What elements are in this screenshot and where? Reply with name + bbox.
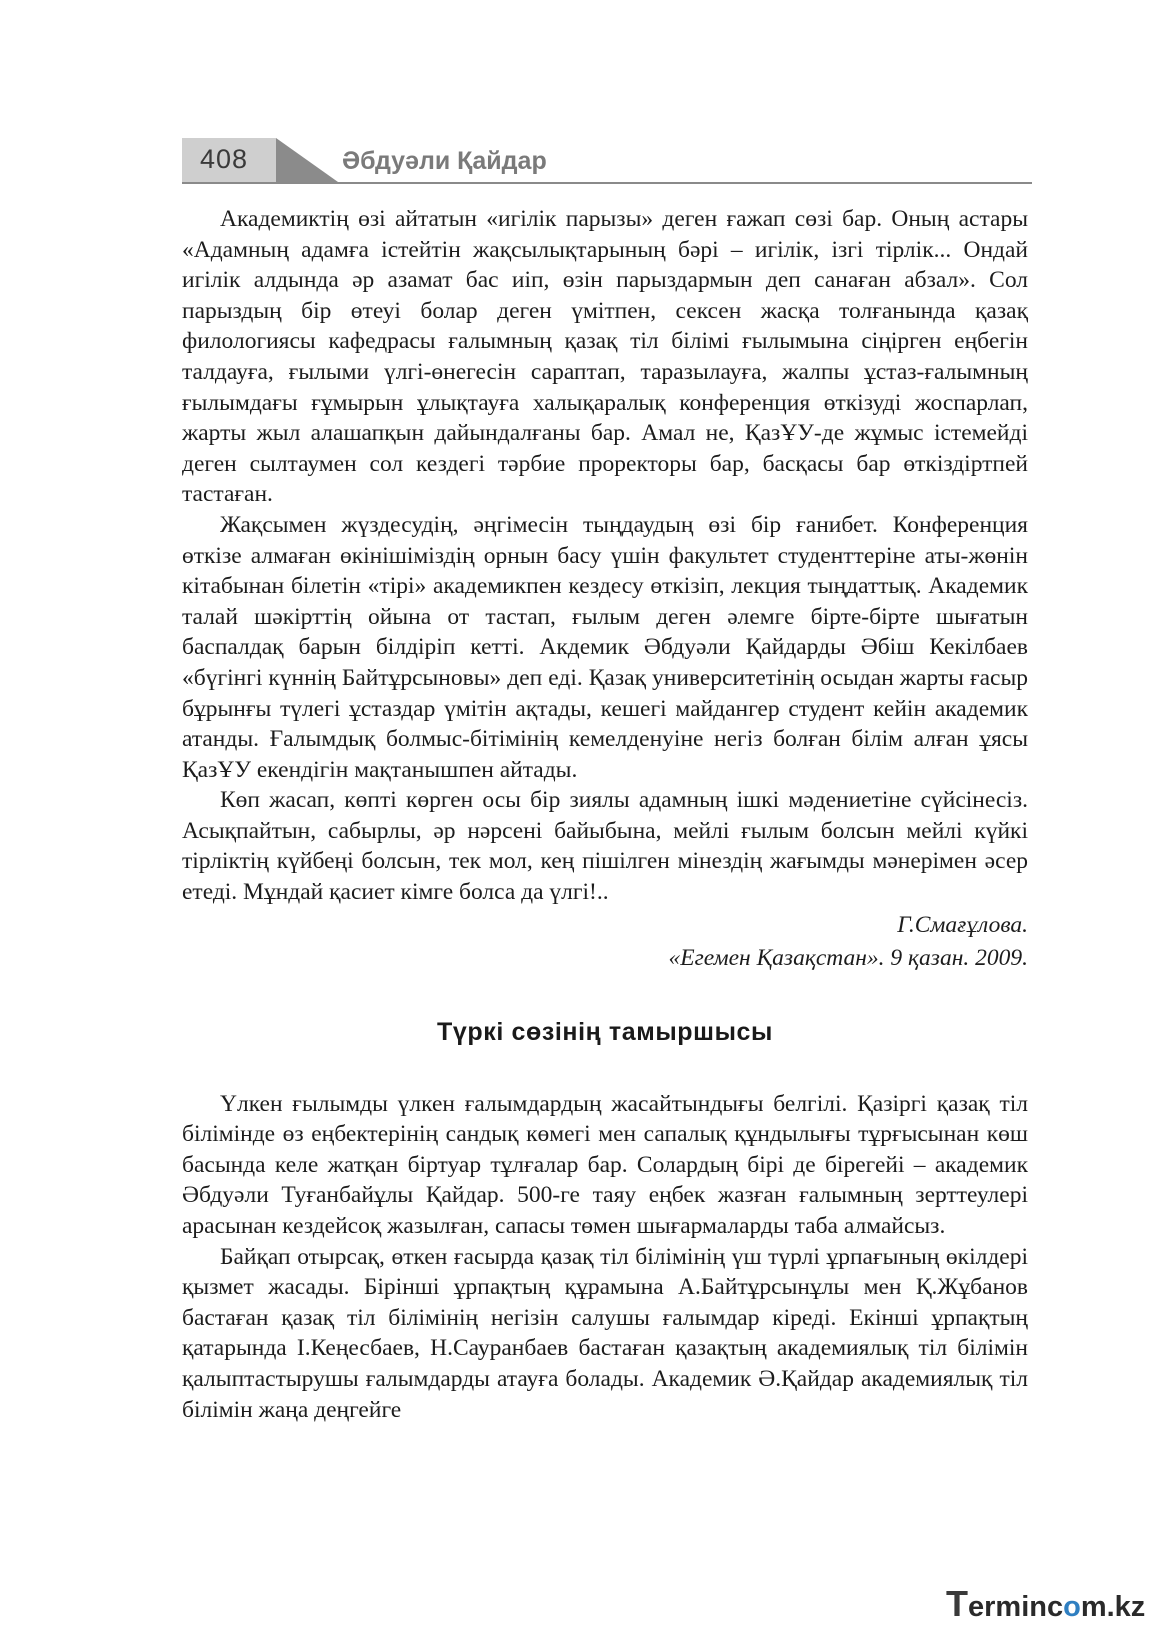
article1-paragraph: Көп жасап, көпті көрген осы бір зиялы адамның ішкі мәдениетіне сүйсінесіз. Асықпайтын, сабырлы, әр нәрсені байыбына, мейлі ғылым болсын мейлі күйкі тірліктің күйбеңі болсын, тек мол, кең пішілген мінездің жағымды мәнерімен әсер етеді. Мұндай қасиет кімге болса да үлгі!.. [182,787,1028,906]
section-title: Түркі сөзінің тамыршысы [437,1017,773,1046]
article1-paragraph: Жақсымен жүздесудің, әңгімесін тыңдаудың өзі бір ғанибет. Конференция өткізе алмаған өкінішіміздің орнын басу үшін факультет студенттеріне аты-жөнін кітабынан білетін «тірі» академикпен кездесу өткізіп, лекция тыңдаттық. Академик талай шәкірттің ойына от тастап, ғылым деген әлемге бірте-бірте шығатын баспалдақ барын білдіріп кетті. Акдемик Әбдуәли Қайдарды Әбіш Кекілбаев «бүгінгі күннің Байтұрсыновы» деп еді. Қазақ университетінің осыдан жарты ғасыр бұрынғы түлегі ұстаздар үмітін ақтады, кешегі майдангер студент кейін академик атанды. Ғалымдық болмыс-бітімінің кемелденуіне негіз болған білім алған ұясы ҚазҰУ екендігін мақтанышпен айтады. [182,511,1028,783]
termincom-logo [946,1583,1146,1624]
header-author: Әбдуәли Қайдар [342,147,547,175]
header-rule [182,182,1032,184]
article1-source: «Егемен Қазақстан». 9 қазан. 2009. [668,944,1028,971]
page-number-tab [182,138,276,182]
logo-letter-t: T [946,1583,968,1624]
page-content [182,204,1028,1425]
article2-paragraph: Үлкен ғылымды үлкен ғалымдардың жасайтындығы белгілі. Қазіргі қазақ тіл білімінде өз еңбектерінің сандық көмегі мен сапалық құндылығы тұрғысынан көш басында келе жатқан біртуар тұлғалар бар. Солардың бірі де бірегейі – академик Әбдуәли Туғанбайұлы Қайдар. 500-ге таяу еңбек жазған ғалымның зерттеулері арасынан кездейсоқ жазылған, сапасы төмен шығармаларды таба алмайсыз. [182,1090,1028,1240]
logo-text-suffix: m.kz [1080,1591,1146,1623]
logo-text-middle: erminc [968,1591,1064,1623]
article1-author: Г.Смағұлова. [897,911,1028,938]
running-header [182,138,1032,190]
page-number: 408 [200,144,249,174]
article2-paragraph: Байқап отырсақ, өткен ғасырда қазақ тіл білімінің үш түрлі ұрпағының өкілдері қызмет жасады. Бірінші ұрпақтың құрамына А.Байтұрсынұлы мен Қ.Жұбанов бастаған қазақ тіл білімінің негізін салушы ғалымдар кіреді. Екінші ұрпақтың қатарында І.Кеңесбаев, Н.Сауранбаев бастаған қазақтың академиялық тіл білімін қалыптастырушы ғалымдарды атауға болады. Академик Ә.Қайдар академиялық тіл білімін жаңа деңгейге [182,1243,1028,1423]
article1-paragraph: Академиктің өзі айтатын «игілік парызы» деген ғажап сөзі бар. Оның астары «Адамның адамға істейтін жақсылықтарының бәрі – игілік, ізгі тірлік... Ондай игілік алдында әр азамат бас иіп, өзін парыздармын деп санаған абзал». Сол парыздың бір өтеуі болар деген үмітпен, сексен жасқа толғанында қазақ филологиясы кафедрасы ғалымның қазақ тіл білімі ғылымына сіңірген еңбегін талдауға, ғылыми үлгі-өнегесін сараптап, таразылауға, жалпы ұстаз-ғалымның ғылымдағы ғұмырын ұлықтауға халықаралық конференция өткізуді жоспарлап, жарты жыл алашапқын дайындалғаны бар. Амал не, ҚазҰУ-де жұмыс істемейді деген сылтаумен сол кездегі тәрбие проректоры бар, басқасы бар өткіздіртпей тастаған. [182,206,1028,508]
header-tab-wedge [276,138,338,182]
logo-magnifier-icon: o [1063,1591,1081,1623]
